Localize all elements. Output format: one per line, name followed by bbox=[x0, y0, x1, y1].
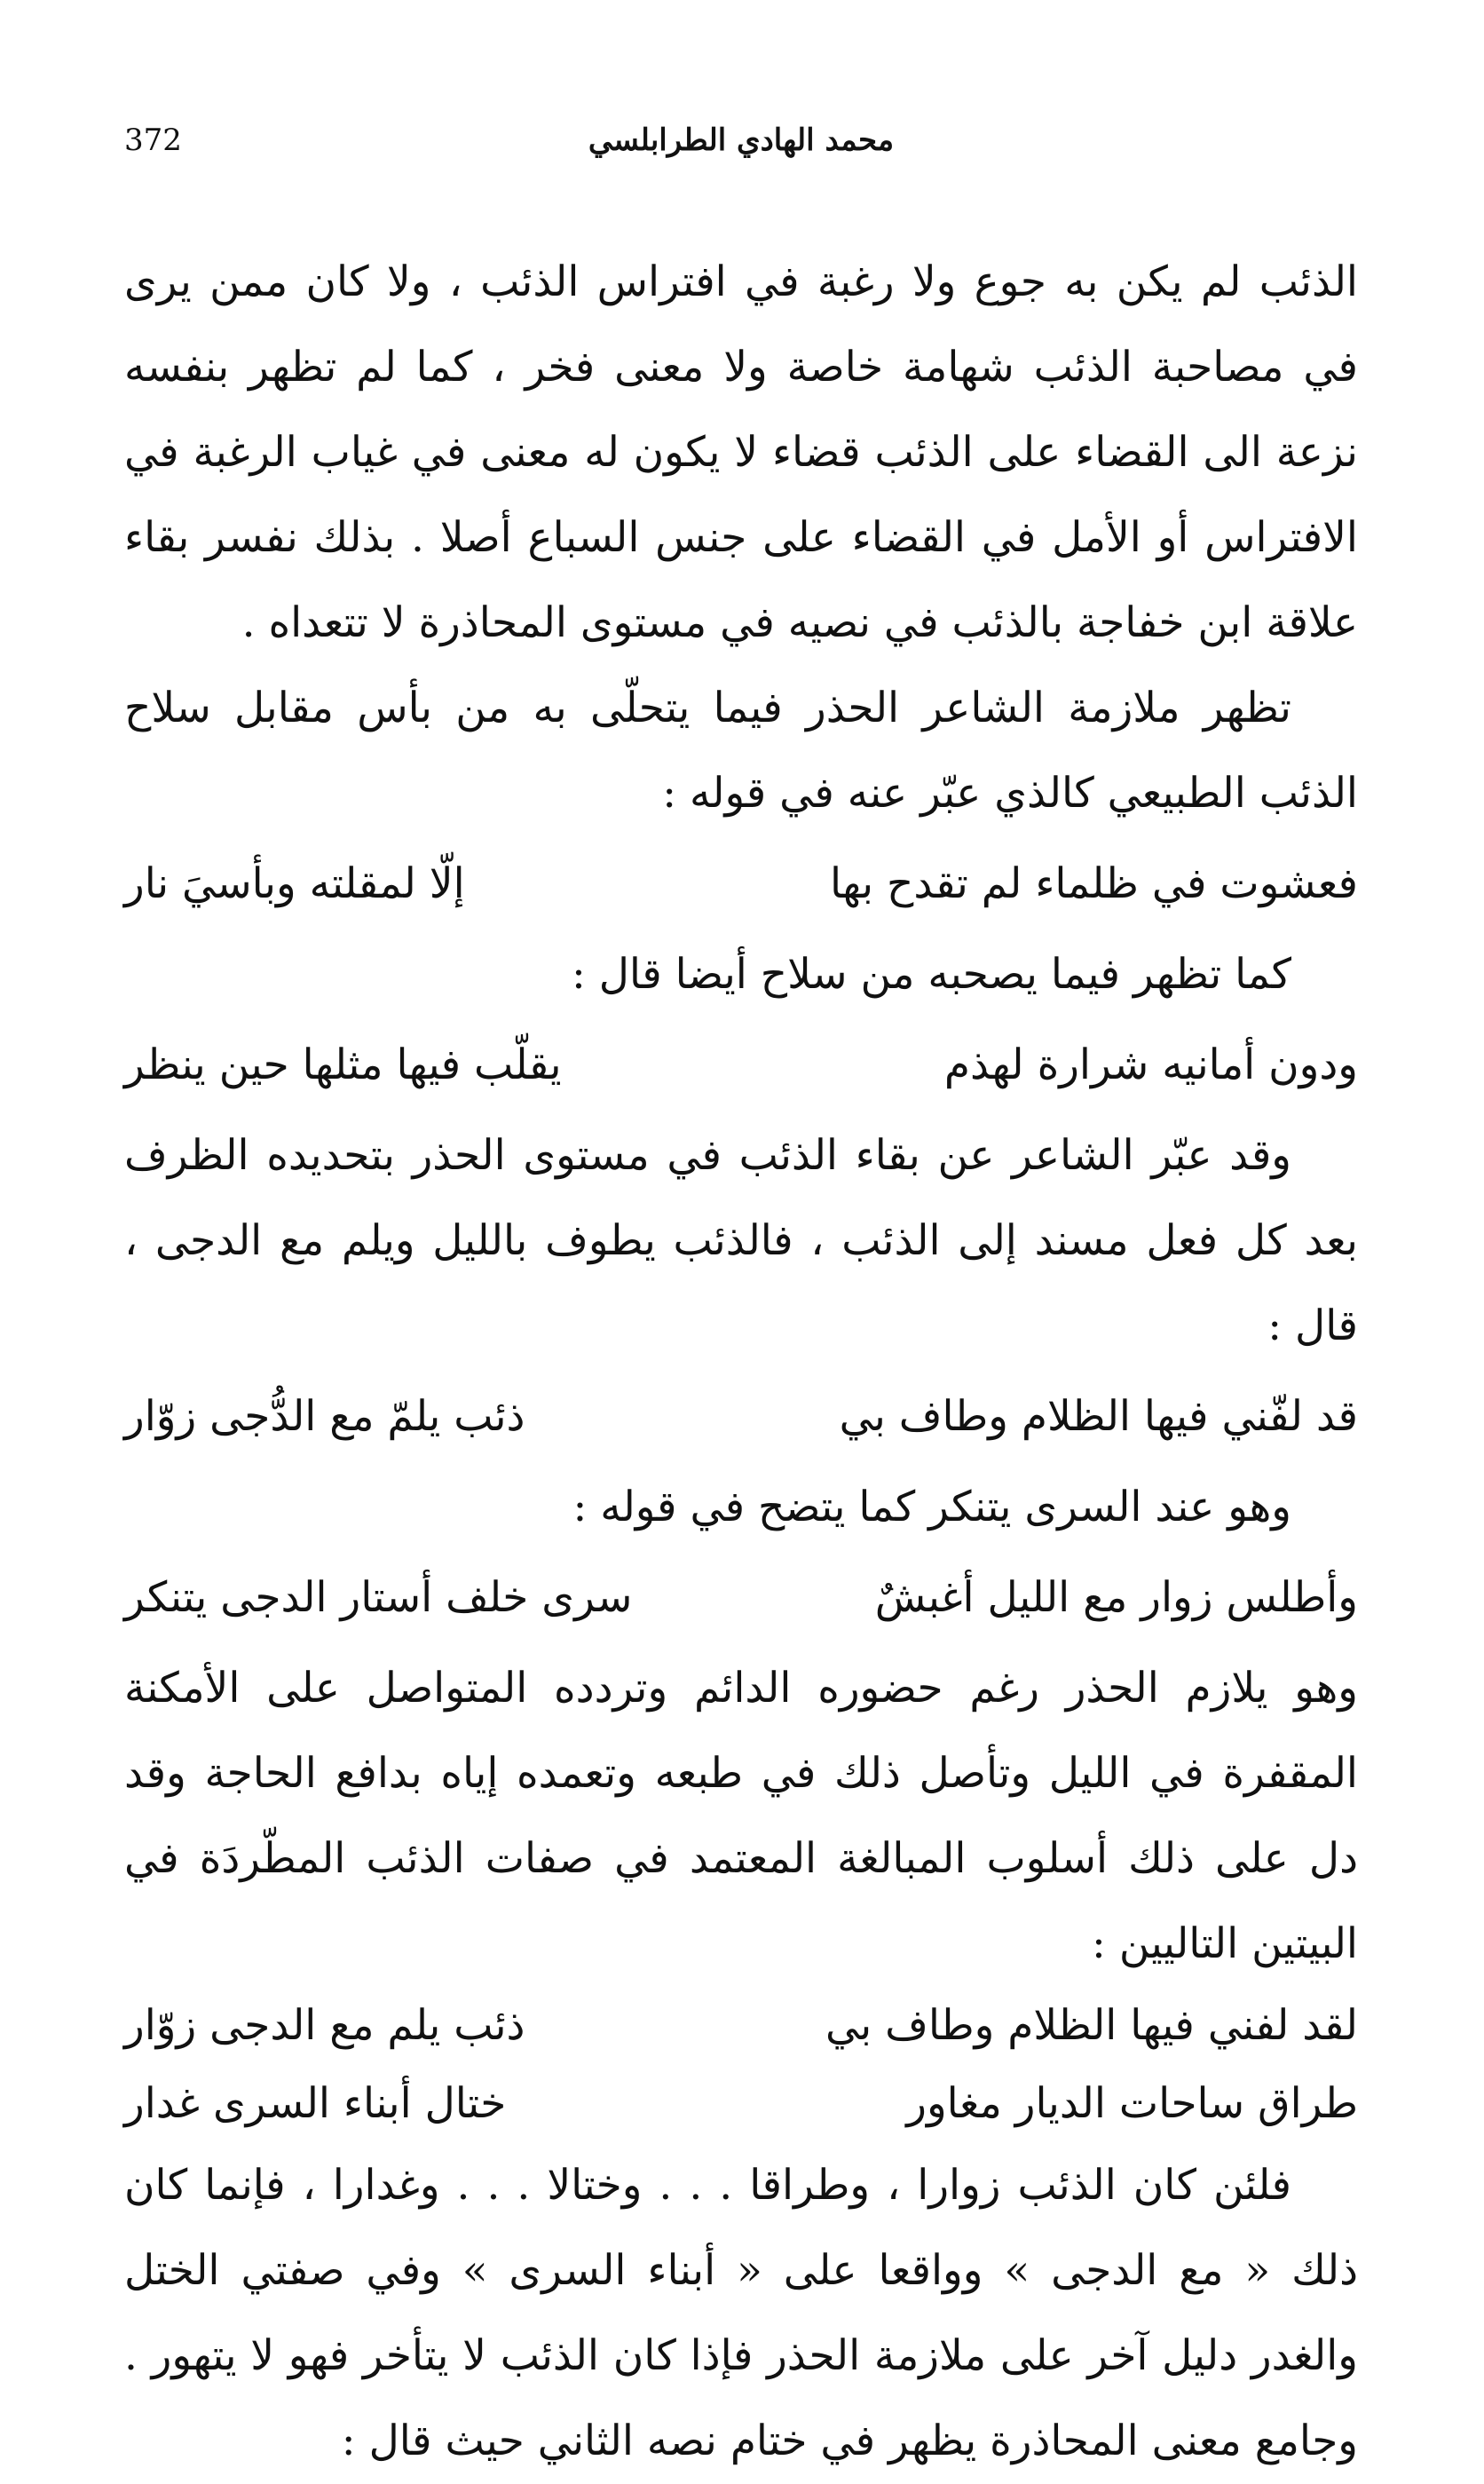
verse-2 bbox=[124, 1017, 1358, 1113]
verse-2-first-hemistich: ودون أمانيه شرارة لهذم bbox=[943, 1040, 1358, 1089]
verse-5 bbox=[124, 1987, 1358, 2065]
verse-6 bbox=[124, 2065, 1358, 2143]
paragraph-6: وهو يلازم الحذر رغم حضوره الدائم وتردده المتواصل على الأمكنة المقفرة في الليل وتأصل ذلك في طبعه وتعمده إياه بدافع الحاجة وقد دل على ذلك أسلوب المبالغة المعتمد في صفات الذئب المطّردَة في البيتين التاليين : bbox=[124, 1664, 1358, 1968]
paragraph-5: وهو عند السرى يتنكر كما يتضح في قوله : bbox=[572, 1483, 1291, 1531]
verse-4-second-hemistich: سرى خلف أستار الدجى يتنكر bbox=[124, 1573, 633, 1622]
paragraph-7: فلئن كان الذئب زوارا ، وطراقا . . . وختالا . . . وغدارا ، فإنما كان ذلك « مع الدجى » وواقعا على « أبناء السرى » وفي صفتي الختل والغدر دليل آخر على ملازمة الحذر فإذا كان الذئب لا يتأخر فهو لا يتهور . وجامع معنى المحاذرة يظهر في ختام نصه الثاني حيث قال : bbox=[124, 2161, 1358, 2465]
verse-2-second-hemistich: يقلّب فيها مثلها حين ينظر bbox=[124, 1040, 562, 1089]
verse-1-second-hemistich: إلّا لمقلته وبأسيَ نار bbox=[124, 859, 465, 908]
running-title: محمد الهادي الطرابلسي bbox=[588, 123, 895, 158]
paragraph-2: تظهر ملازمة الشاعر الحذر فيما يتحلّى به من بأس مقابل سلاح الذئب الطبيعي كالذي عبّر عنه في قوله : bbox=[124, 684, 1358, 818]
verse-3 bbox=[124, 1369, 1358, 1465]
verse-3-first-hemistich: قد لفّني فيها الظلام وطاف بي bbox=[839, 1392, 1358, 1441]
paragraph-3: كما تظهر فيما يصحبه من سلاح أيضا قال : bbox=[571, 950, 1291, 999]
verse-4 bbox=[124, 1550, 1358, 1646]
verse-1-first-hemistich: فعشوت في ظلماء لم تقدح بها bbox=[829, 859, 1358, 908]
paragraph-1: الذئب لم يكن به جوع ولا رغبة في افتراس الذئب ، ولا كان ممن يرى في مصاحبة الذئب شهامة خاصة ولا معنى فخر ، كما لم تظهر بنفسه نزعة الى القضاء على الذئب قضاء لا يكون له معنى في غياب الرغبة في الافتراس أو الأمل في القضاء على جنس السباع أصلا . بذلك نفسر بقاء علاقة ابن خفاجة بالذئب في نصيه في مستوى المحاذرة لا تتعداه . bbox=[124, 257, 1358, 647]
verse-4-first-hemistich: وأطلس زوار مع الليل أغبشٌ bbox=[874, 1573, 1358, 1622]
verse-6-second-hemistich: ختال أبناء السرى غدار bbox=[124, 2079, 507, 2128]
page-header bbox=[124, 115, 1358, 169]
verse-5-first-hemistich: لقد لفني فيها الظلام وطاف بي bbox=[825, 2001, 1358, 2050]
verse-3-second-hemistich: ذئب يلمّ مع الدُّجى زوّار bbox=[124, 1392, 525, 1441]
page-number: 372 bbox=[124, 123, 182, 158]
verse-5-second-hemistich: ذئب يلم مع الدجى زوّار bbox=[124, 2001, 525, 2050]
page-body bbox=[124, 240, 1358, 2484]
verse-1 bbox=[124, 836, 1358, 932]
verse-6-first-hemistich: طراق ساحات الديار مغاور bbox=[906, 2079, 1358, 2128]
paragraph-4: وقد عبّر الشاعر عن بقاء الذئب في مستوى الحذر بتحديده الظرف بعد كل فعل مسند إلى الذئب ، فالذئب يطوف بالليل ويلم مع الدجى ، قال : bbox=[124, 1131, 1358, 1350]
